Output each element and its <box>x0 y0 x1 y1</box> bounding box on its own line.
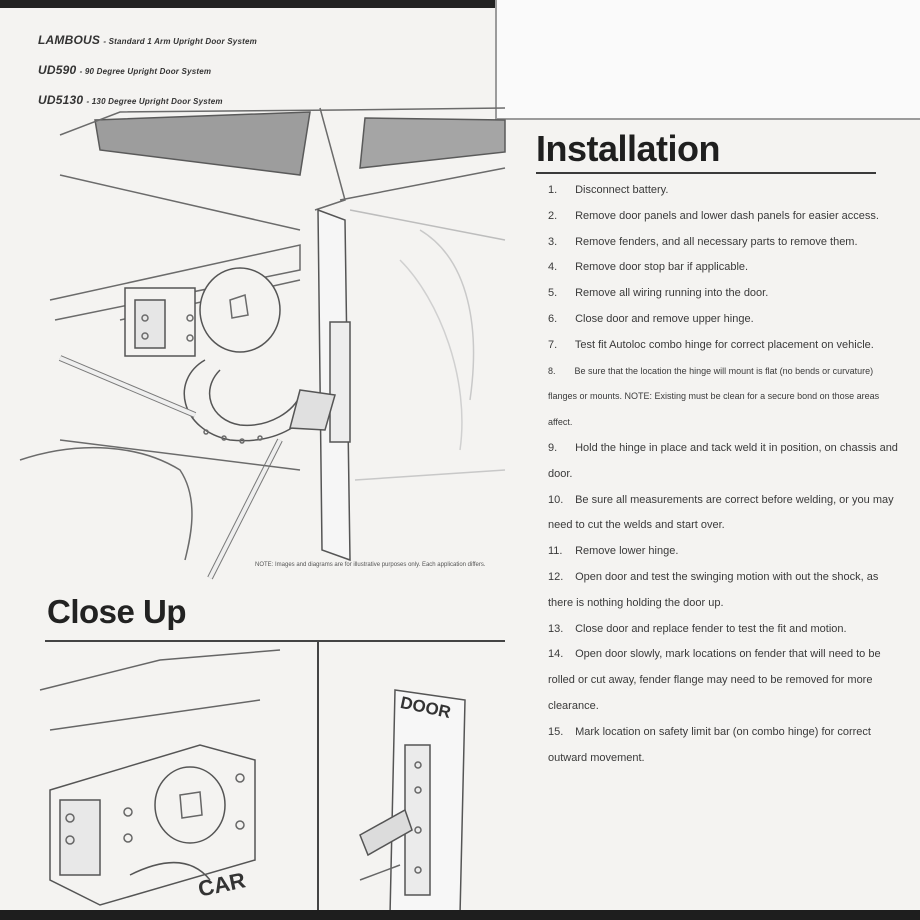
step-number: 9. <box>548 441 558 454</box>
step-text: Mark location on safety limit bar (on combo hinge) for correct outward movement. <box>548 725 871 764</box>
hinge-diagram <box>0 95 510 590</box>
model-line <box>38 26 257 56</box>
step-number: 2. <box>548 209 558 222</box>
step-number: 3. <box>548 235 558 248</box>
step-item <box>548 255 898 281</box>
step-text: Open door slowly, mark locations on fender that will need to be rolled or cut away, fender flange may need to be removed for more clearance. <box>548 648 881 712</box>
model-desc: - Standard 1 Arm Upright Door System <box>103 37 257 46</box>
overlapping-card <box>495 0 920 120</box>
step-item <box>548 642 898 719</box>
step-number: 6. <box>548 312 558 325</box>
model-desc: - 90 Degree Upright Door System <box>79 67 212 76</box>
step-text: Test fit Autoloc combo hinge for correct placement on vehicle. <box>574 338 874 351</box>
car-label: CAR <box>195 867 248 902</box>
step-number: 10. <box>548 493 564 506</box>
step-text: Remove door stop bar if applicable. <box>575 261 749 274</box>
step-item <box>548 307 898 333</box>
step-text: Remove lower hinge. <box>575 545 679 558</box>
step-text: Close door and remove upper hinge. <box>575 312 754 325</box>
step-item <box>548 178 898 204</box>
close-up-heading: Close Up <box>47 593 187 630</box>
step-item <box>548 488 898 540</box>
step-item <box>548 436 898 488</box>
door-label: DOOR <box>398 692 453 723</box>
step-item <box>548 333 898 359</box>
step-item <box>548 230 898 256</box>
step-number: 1. <box>548 184 558 196</box>
step-item <box>548 539 898 565</box>
step-number: 13. <box>548 622 564 635</box>
close-up-diagram <box>0 640 510 915</box>
step-item <box>548 359 898 436</box>
step-text: Disconnect battery. <box>575 184 669 196</box>
step-text: Remove door panels and lower dash panels for easier access. <box>575 209 879 222</box>
step-number: 15. <box>548 725 564 738</box>
step-item <box>548 204 898 230</box>
step-number: 8. <box>548 365 556 376</box>
heading-rule <box>536 172 876 174</box>
model-code: LAMBOUS <box>38 33 101 47</box>
step-item <box>548 565 898 617</box>
step-number: 14. <box>548 648 564 661</box>
step-text: Remove fenders, and all necessary parts to remove them. <box>575 235 858 248</box>
step-number: 7. <box>548 338 558 351</box>
diagram-note: NOTE: Images and diagrams are for illustrative purposes only. Each application differs. <box>255 562 486 568</box>
step-item <box>548 617 898 643</box>
installation-heading: Installation <box>536 128 721 169</box>
model-code: UD5130 <box>38 93 84 107</box>
step-text: Remove all wiring running into the door. <box>575 287 769 300</box>
step-item <box>548 281 898 307</box>
step-text: Hold the hinge in place and tack weld it in position, on chassis and door. <box>548 441 898 480</box>
installation-steps <box>548 178 898 771</box>
step-text: Close door and replace fender to test the fit and motion. <box>575 622 847 635</box>
step-item <box>548 720 898 772</box>
model-code: UD590 <box>38 63 77 77</box>
step-number: 11. <box>548 545 563 558</box>
model-desc: - 130 Degree Upright Door System <box>86 97 223 106</box>
model-line <box>38 56 257 86</box>
scan-edge-bottom <box>0 910 920 920</box>
step-text: Be sure all measurements are correct before welding, or you may need to cut the welds and start over. <box>548 493 894 532</box>
step-number: 5. <box>548 287 558 300</box>
step-text: Be sure that the location the hinge will mount is flat (no bends or curvature) flanges or mounts. NOTE: Existing must be clean for a secure bond on those areas affect. <box>548 365 880 428</box>
step-number: 12. <box>548 570 564 583</box>
step-number: 4. <box>548 261 558 274</box>
step-text: Open door and test the swinging motion with out the shock, as there is nothing holding the door up. <box>548 570 879 609</box>
